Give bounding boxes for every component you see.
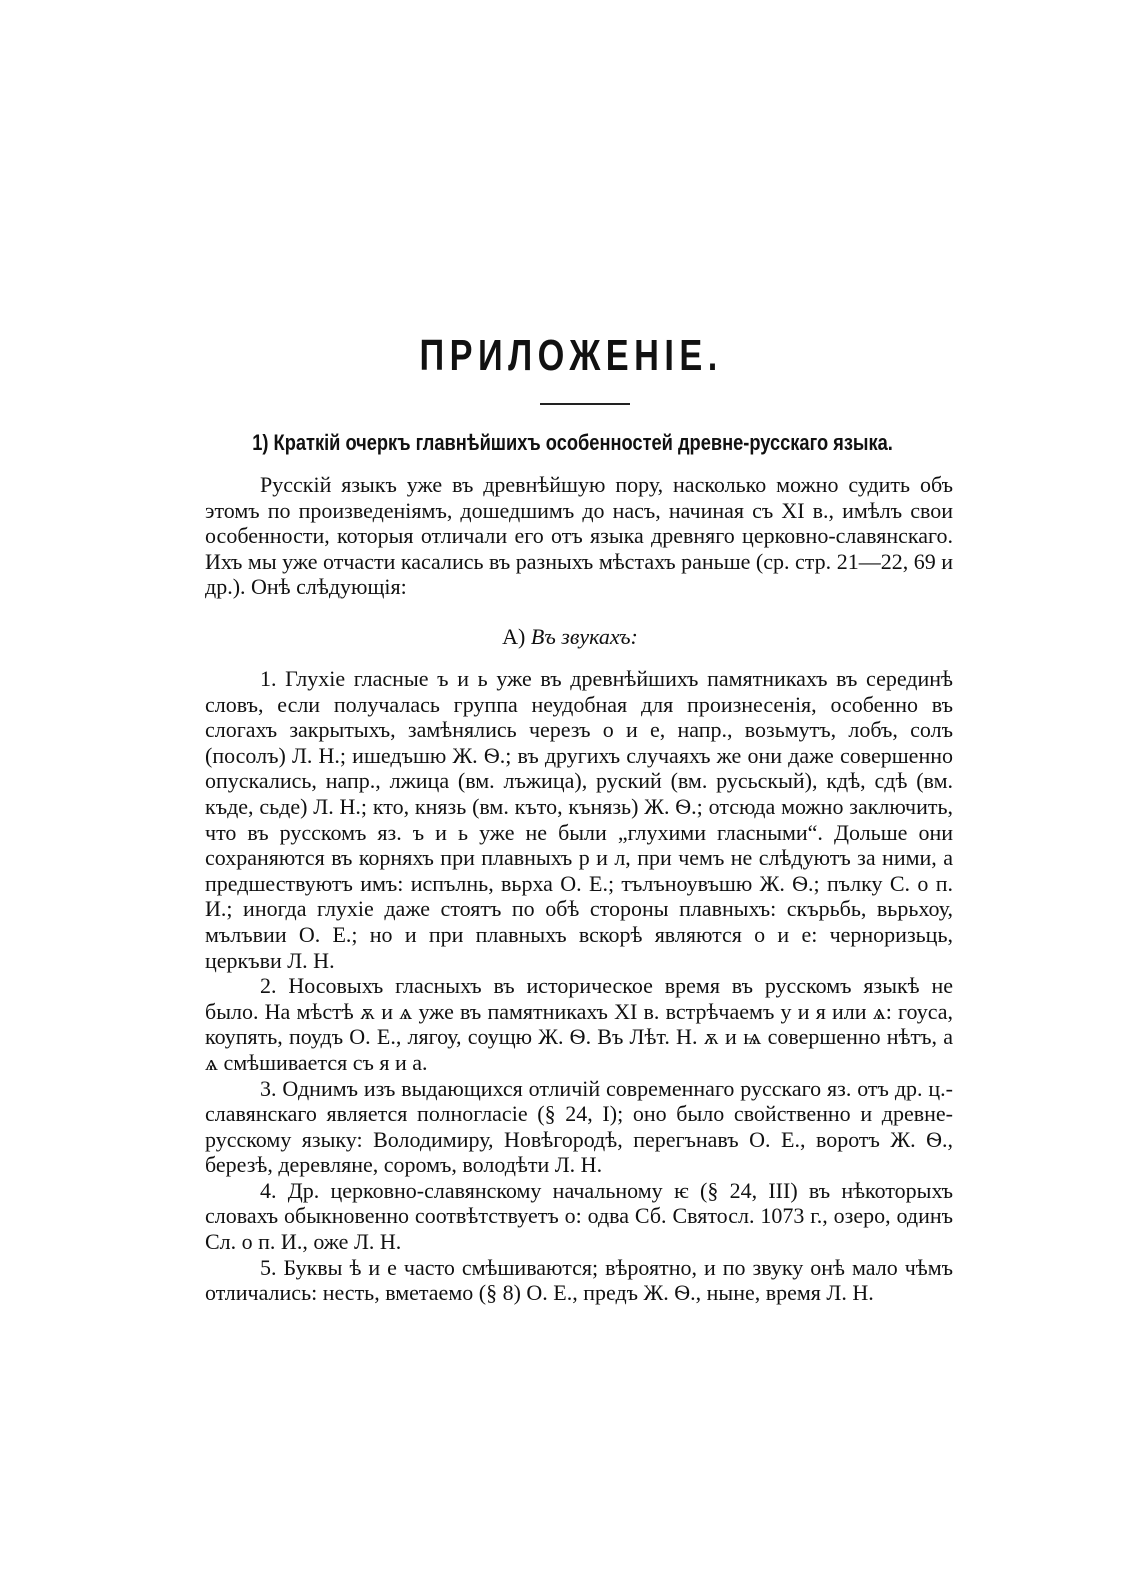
subheading bbox=[0, 624, 1140, 650]
points-list bbox=[205, 666, 953, 1306]
page-title: ПРИЛОЖЕНІЕ. bbox=[419, 331, 723, 380]
title-divider bbox=[540, 403, 630, 405]
point-1: 1. Глухіе гласные ъ и ь уже въ древнѣйшихъ памятникахъ въ серединѣ словъ, если получалась группа неудобная для произнесенія, особенно въ слогахъ закрытыхъ, замѣнялись черезъ о и е, напр., возьмутъ, лобъ, солъ (посолъ) Л. Н.; ишедъшю Ж. Ѳ.; въ другихъ случаяхъ же они даже совершенно опускались, напр., лжица (вм. лъжица), руский (вм. русьскый), кдѣ, сдѣ (вм. къде, сьде) Л. Н.; кто, князь (вм. къто, кънязь) Ж. Ѳ.; отсюда можно заключить, что въ русскомъ яз. ъ и ь уже не были „глухими гласными“. Дольше они сохраняются въ корняхъ при плавныхъ р и л, при чемъ не слѣдуютъ за ними, а предшествуютъ имъ: испълнь, вьрха О. Е.; тълъноувъшю Ж. Ѳ.; пълку С. о п. И.; иногда глухіе даже стоятъ по обѣ стороны плавныхъ: скърьбь, вьрьхоу, мълъвии О. Е.; но и при плавныхъ вскорѣ являются о и е: черноризьць, церкъви Л. Н. bbox=[205, 666, 953, 973]
point-5: 5. Буквы ѣ и е часто смѣшиваются; вѣроятно, и по звуку онѣ мало чѣмъ отличались: несть, вметаемо (§ 8) О. Е., предъ Ж. Ѳ., ныне, время Л. Н. bbox=[205, 1254, 953, 1306]
point-4: 4. Др. церковно-славянскому начальному ѥ (§ 24, III) въ нѣкоторыхъ словахъ обыкновенно соотвѣтствуетъ о: одва Сб. Святосл. 1073 г., озеро, одинъ Сл. о п. И., оже Л. Н. bbox=[205, 1177, 953, 1255]
subheading-label: Въ звукахъ: bbox=[530, 624, 638, 649]
subheading-letter: А) bbox=[502, 624, 526, 649]
point-3: 3. Однимъ изъ выдающихся отличій современнаго русскаго яз. отъ др. ц.-славянскаго является полногласіе (§ 24, I); оно было свойственно и древне-русскому языку: Володимиру, Новѣгородѣ, перегънавъ О. Е., воротъ Ж. Ѳ., березѣ, деревляне, соромъ, володѣти Л. Н. bbox=[205, 1075, 953, 1178]
intro-paragraph: Русскій языкъ уже въ древнѣйшую пору, насколько можно судить объ этомъ по произведеніямъ, дошедшимъ до насъ, начиная съ XI в., имѣлъ свои особенности, которыя отличали его отъ языка древняго церковно-славянскаго. Ихъ мы уже отчасти касались въ разныхъ мѣстахъ раньше (ср. стр. 21—22, 69 и др.). Онѣ слѣдующія: bbox=[205, 472, 953, 600]
intro-block bbox=[205, 472, 953, 600]
section-heading: 1) Краткій очеркъ главнѣйшихъ особенностей древне-русскаго языка. bbox=[252, 430, 893, 455]
point-2: 2. Носовыхъ гласныхъ въ историческое время въ русскомъ языкѣ не было. На мѣстѣ ѫ и ѧ уже въ памятникахъ XI в. встрѣчаемъ у и я или ѧ: гоуса, коупять, поудъ О. Е., лягоу, соущю Ж. Ѳ. Въ Лѣт. Н. ѫ и ѩ совершенно нѣтъ, а ѧ смѣшивается съ я и а. bbox=[205, 973, 953, 1075]
